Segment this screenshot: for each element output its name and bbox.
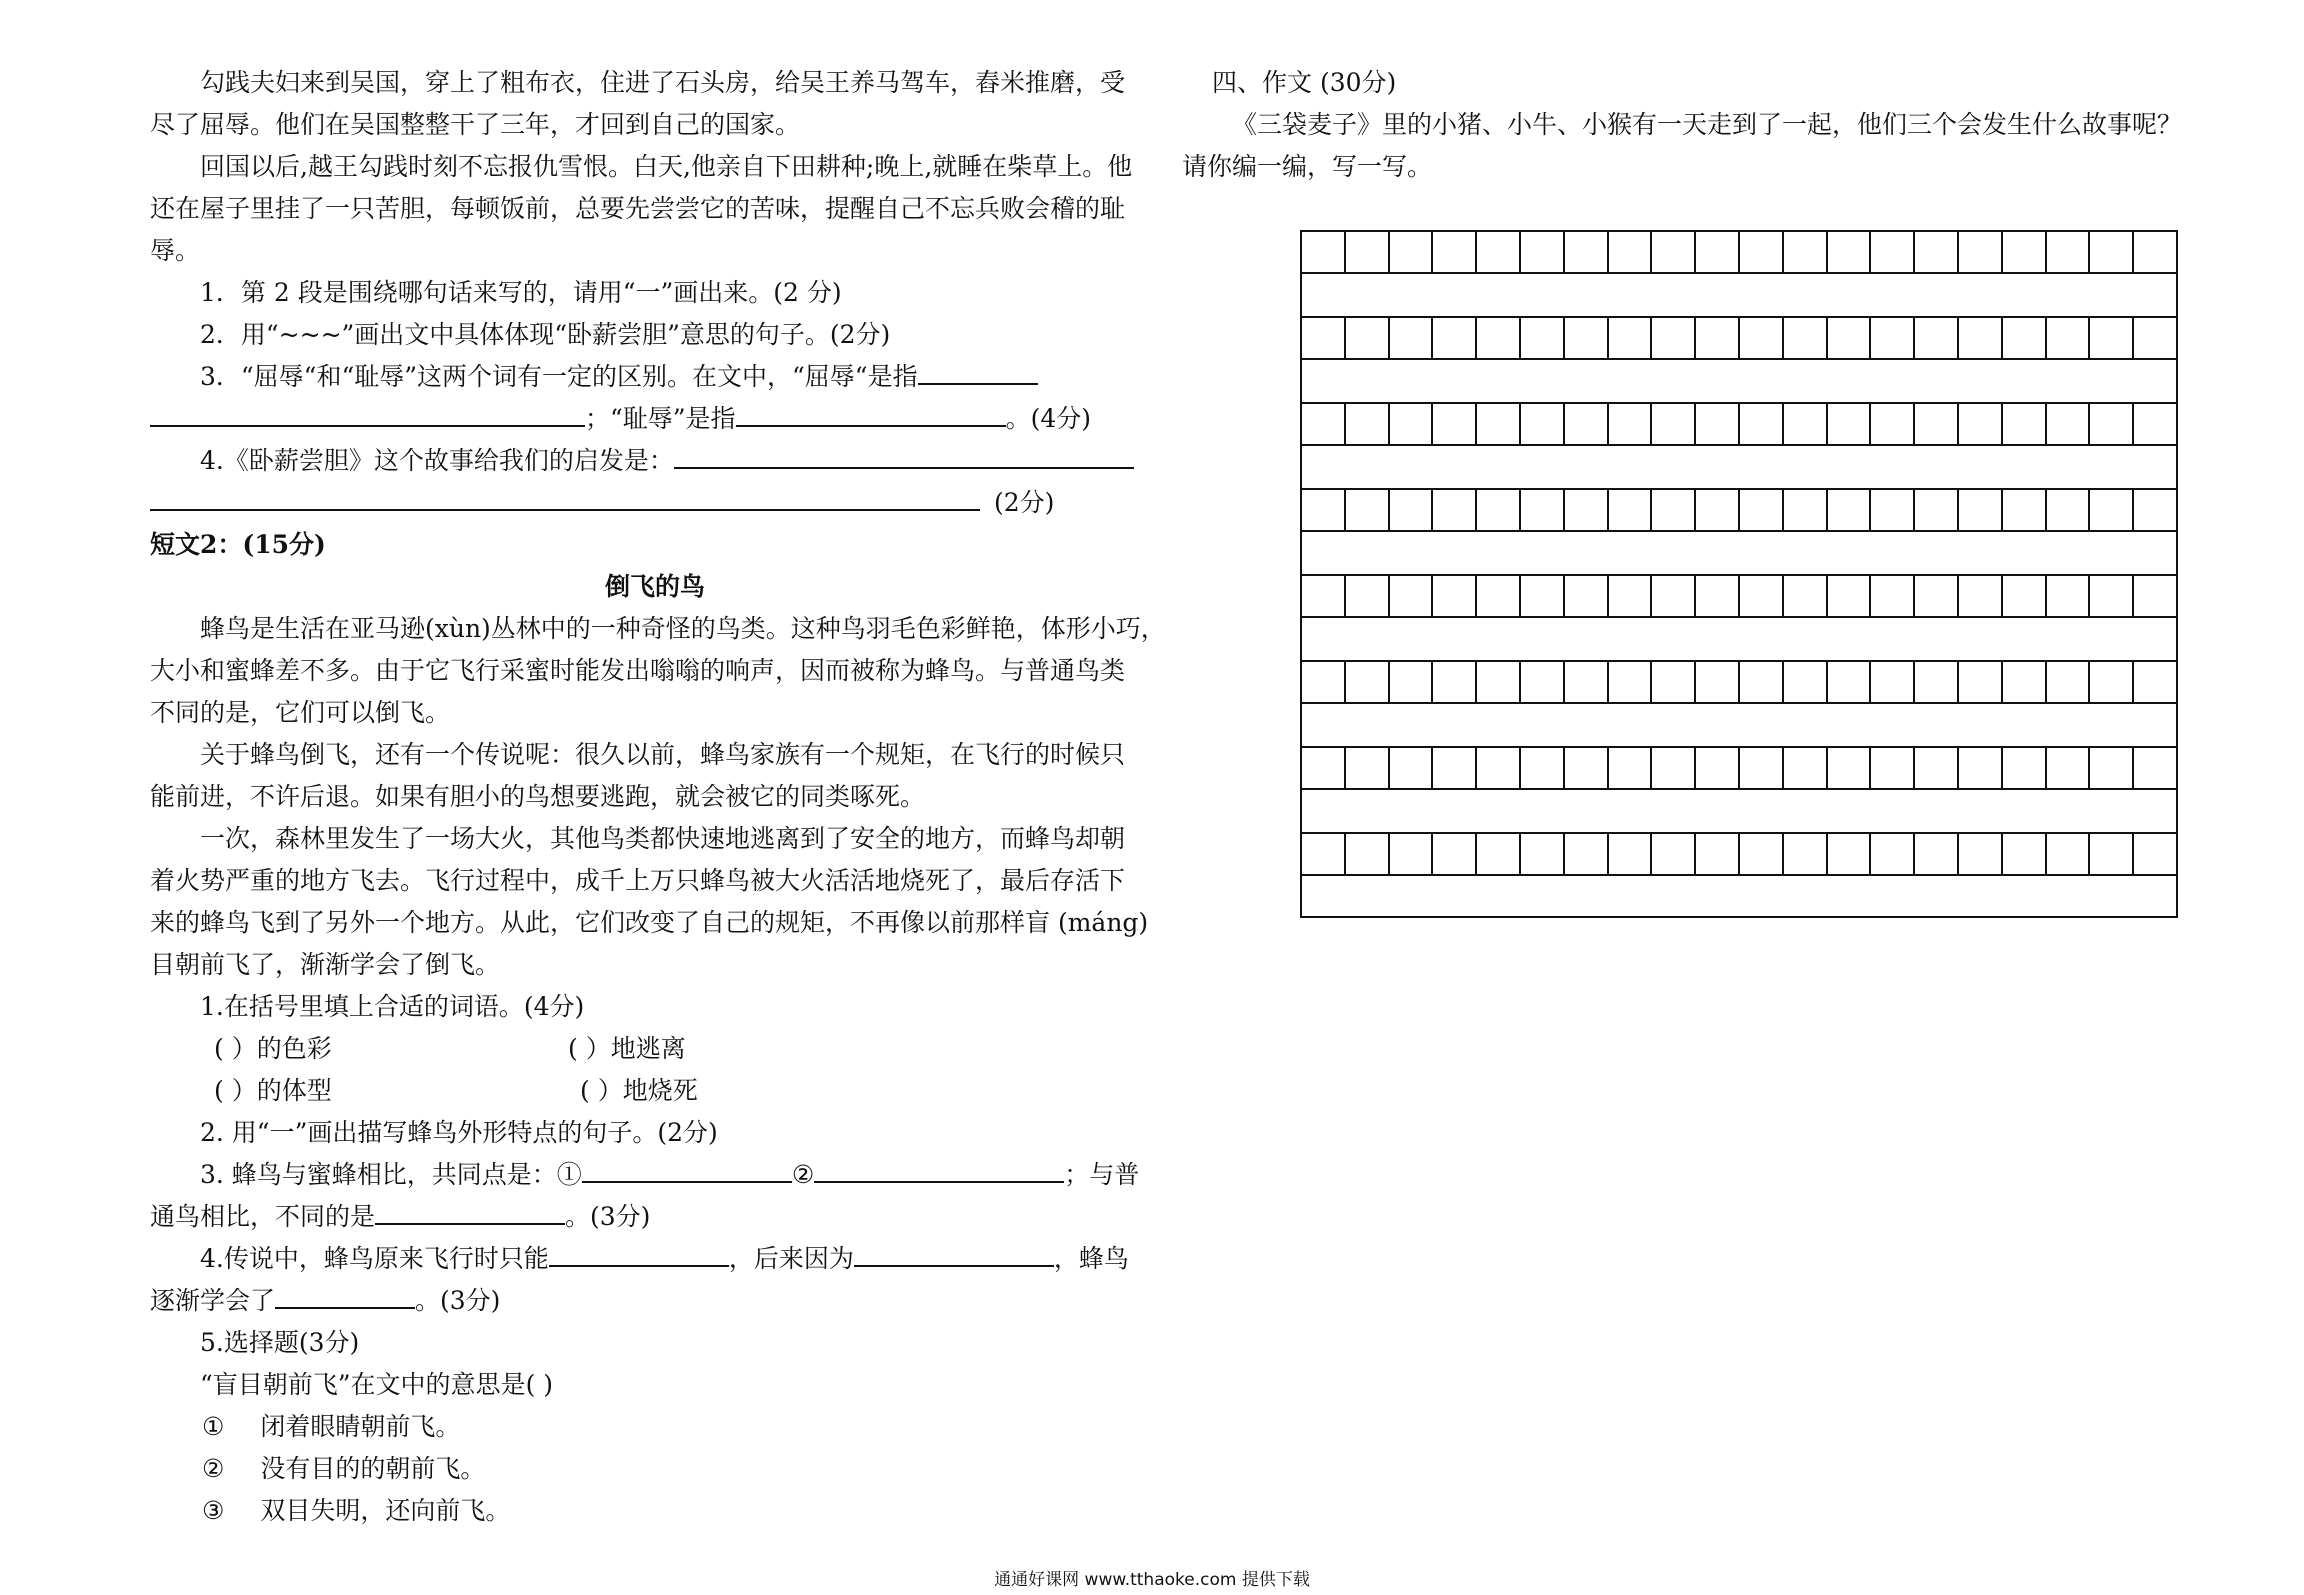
grid-cell[interactable] (1959, 404, 2003, 444)
grid-cell[interactable] (1696, 748, 1740, 788)
grid-cell[interactable] (1959, 232, 2003, 272)
passage1-para2-line3: 辱。 (150, 236, 201, 265)
grid-cell[interactable] (1390, 404, 1434, 444)
answer-blank[interactable] (736, 399, 1006, 427)
grid-character-row (1300, 660, 2178, 702)
grid-cell[interactable] (1652, 232, 1696, 272)
grid-cell[interactable] (1302, 318, 1346, 358)
grid-cell[interactable] (1652, 490, 1696, 530)
grid-cell[interactable] (1740, 490, 1784, 530)
grid-cell[interactable] (2090, 490, 2134, 530)
grid-cell[interactable] (2047, 748, 2091, 788)
grid-cell[interactable] (2134, 404, 2176, 444)
option-3[interactable] (150, 1490, 1160, 1532)
grid-cell[interactable] (1346, 576, 1390, 616)
grid-cell[interactable] (2003, 576, 2047, 616)
grid-cell[interactable] (1609, 404, 1653, 444)
option-1[interactable] (150, 1406, 1160, 1448)
grid-spacer-row (1300, 444, 2178, 488)
grid-cell[interactable] (2090, 404, 2134, 444)
grid-cell[interactable] (2047, 232, 2091, 272)
grid-cell[interactable] (1652, 748, 1696, 788)
passage1-para2-line1: 回国以后,越王勾践时刻不忘报仇雪恨。白天,他亲自下田耕种;晚上,就睡在柴草上。他 (200, 152, 1133, 181)
question-3-text: 3. 蜂鸟与蜜蜂相比，共同点是：① (200, 1160, 582, 1189)
grid-cell[interactable] (1871, 404, 1915, 444)
passage1-para1-line2: 尽了屈辱。他们在吴国整整干了三年，才回到自己的国家。 (150, 110, 801, 139)
grid-cell[interactable] (1433, 576, 1477, 616)
composition-heading: 四、作文 (30分) (1212, 68, 1397, 97)
grid-cell[interactable] (2134, 662, 2176, 702)
grid-cell[interactable] (1959, 318, 2003, 358)
passage2-question-4-cont (150, 1280, 1160, 1322)
grid-character-row (1300, 832, 2178, 874)
grid-cell[interactable] (2003, 404, 2047, 444)
question-3-text: 3．“屈辱“和“耻辱”这两个词有一定的区别。在文中，“屈辱“是指 (200, 362, 918, 391)
grid-cell[interactable] (1346, 748, 1390, 788)
answer-blank[interactable] (150, 483, 980, 511)
grid-cell[interactable] (2003, 232, 2047, 272)
grid-cell[interactable] (1565, 490, 1609, 530)
grid-cell[interactable] (1565, 834, 1609, 874)
composition-grid[interactable] (1300, 230, 2178, 918)
grid-cell[interactable] (1871, 318, 1915, 358)
grid-cell[interactable] (1696, 318, 1740, 358)
grid-cell[interactable] (1828, 576, 1872, 616)
grid-cell[interactable] (1652, 576, 1696, 616)
grid-cell[interactable] (1959, 576, 2003, 616)
grid-cell[interactable] (1433, 404, 1477, 444)
grid-cell[interactable] (1609, 318, 1653, 358)
grid-cell[interactable] (1871, 662, 1915, 702)
option-3-text: 双目失明，还向前飞。 (260, 1496, 511, 1525)
grid-cell[interactable] (1433, 318, 1477, 358)
grid-cell[interactable] (1302, 576, 1346, 616)
question-4-text-b: ，后来因为 (728, 1244, 854, 1273)
passage1-question-2: 2．用“~~~”画出文中具体体现“卧薪尝胆”意思的句子。(2分) (200, 320, 891, 349)
grid-cell[interactable] (1390, 834, 1434, 874)
option-1-text: 闭着眼睛朝前飞。 (260, 1412, 461, 1441)
grid-cell[interactable] (1390, 576, 1434, 616)
grid-cell[interactable] (1871, 576, 1915, 616)
grid-cell[interactable] (1477, 232, 1521, 272)
grid-spacer-row (1300, 788, 2178, 832)
grid-cell[interactable] (1828, 404, 1872, 444)
grid-cell[interactable] (1915, 490, 1959, 530)
passage2-p1-line2: 大小和蜜蜂差不多。由于它飞行采蜜时能发出嗡嗡的响声，因而被称为蜂鸟。与普通鸟类 (150, 656, 1126, 685)
grid-cell[interactable] (1477, 834, 1521, 874)
answer-blank[interactable] (150, 399, 585, 427)
grid-cell[interactable] (1871, 232, 1915, 272)
question-4-text-c: ，蜂鸟 (1053, 1244, 1129, 1273)
grid-cell[interactable] (1740, 834, 1784, 874)
fill-row-1 (150, 1028, 1160, 1070)
grid-cell[interactable] (1740, 318, 1784, 358)
grid-cell[interactable] (2134, 232, 2176, 272)
grid-character-row (1300, 488, 2178, 530)
grid-cell[interactable] (1521, 404, 1565, 444)
grid-cell[interactable] (1609, 490, 1653, 530)
grid-cell[interactable] (1915, 318, 1959, 358)
fill-item-shape[interactable]: ( ）的体型 (214, 1076, 332, 1105)
grid-cell[interactable] (1915, 748, 1959, 788)
question-4-text: 4.传说中，蜂鸟原来飞行时只能 (200, 1244, 549, 1273)
grid-character-row (1300, 402, 2178, 444)
grid-cell[interactable] (1433, 490, 1477, 530)
grid-cell[interactable] (1915, 404, 1959, 444)
grid-cell[interactable] (1346, 232, 1390, 272)
grid-cell[interactable] (2090, 834, 2134, 874)
grid-cell[interactable] (1696, 576, 1740, 616)
grid-cell[interactable] (1609, 576, 1653, 616)
passage1-question-3 (150, 356, 1160, 398)
grid-character-row (1300, 316, 2178, 358)
grid-cell[interactable] (1346, 834, 1390, 874)
question-3-score: 。(4分) (1005, 404, 1091, 433)
grid-spacer-row (1300, 616, 2178, 660)
grid-cell[interactable] (2134, 834, 2176, 874)
grid-cell[interactable] (1784, 576, 1828, 616)
grid-cell[interactable] (1346, 318, 1390, 358)
grid-cell[interactable] (1477, 404, 1521, 444)
grid-cell[interactable] (1871, 490, 1915, 530)
grid-spacer-row (1300, 272, 2178, 316)
grid-cell[interactable] (1959, 748, 2003, 788)
footer-credit: 通通好课网 www.tthaoke.com 提供下载 (994, 1570, 1310, 1590)
grid-cell[interactable] (1915, 232, 1959, 272)
option-1-number: ① (202, 1412, 225, 1441)
passage2-question-3 (150, 1154, 1160, 1196)
fill-item-escape[interactable]: ( ）地逃离 (568, 1034, 686, 1063)
question-4-score: (2分) (994, 488, 1055, 517)
grid-cell[interactable] (1740, 662, 1784, 702)
grid-cell[interactable] (1652, 318, 1696, 358)
answer-blank[interactable] (549, 1239, 729, 1267)
grid-cell[interactable] (1390, 748, 1434, 788)
passage2-p2-line1: 关于蜂鸟倒飞，还有一个传说呢：很久以前，蜂鸟家族有一个规矩，在飞行的时候只 (200, 740, 1126, 769)
grid-cell[interactable] (1784, 748, 1828, 788)
passage2-p1-line1: 蜂鸟是生活在亚马逊(xùn)丛林中的一种奇怪的鸟类。这种鸟羽毛色彩鲜艳，体形小巧， (200, 614, 1166, 643)
grid-cell[interactable] (2047, 576, 2091, 616)
passage2-p2-line2: 能前进，不许后退。如果有胆小的鸟想要逃跑，就会被它的同类啄死。 (150, 782, 926, 811)
passage2-question-5: 5.选择题(3分) (200, 1328, 360, 1357)
passage1-para2-line2: 还在屋子里挂了一只苦胆，每顿饭前，总要先尝尝它的苦味，提醒自己不忘兵败会稽的耻 (150, 194, 1126, 223)
grid-cell[interactable] (1828, 834, 1872, 874)
option-2-text: 没有目的的朝前飞。 (260, 1454, 486, 1483)
grid-cell[interactable] (2003, 662, 2047, 702)
grid-cell[interactable] (1433, 748, 1477, 788)
grid-cell[interactable] (1784, 232, 1828, 272)
grid-cell[interactable] (1433, 232, 1477, 272)
grid-cell[interactable] (1477, 662, 1521, 702)
grid-cell[interactable] (1390, 490, 1434, 530)
grid-cell[interactable] (1477, 318, 1521, 358)
grid-cell[interactable] (1302, 490, 1346, 530)
question-3-text-c: ；与普 (1064, 1160, 1140, 1189)
answer-blank[interactable] (918, 357, 1038, 385)
grid-cell[interactable] (2134, 490, 2176, 530)
grid-cell[interactable] (1915, 662, 1959, 702)
grid-cell[interactable] (1696, 404, 1740, 444)
composition-prompt-line1: 《三袋麦子》里的小猪、小牛、小猴有一天走到了一起，他们三个会发生什么故事呢？ (1232, 110, 2183, 139)
grid-cell[interactable] (1521, 318, 1565, 358)
grid-cell[interactable] (1521, 834, 1565, 874)
grid-cell[interactable] (1302, 748, 1346, 788)
grid-cell[interactable] (2003, 834, 2047, 874)
grid-cell[interactable] (1302, 834, 1346, 874)
grid-cell[interactable] (1740, 404, 1784, 444)
grid-cell[interactable] (1565, 662, 1609, 702)
grid-cell[interactable] (1521, 490, 1565, 530)
grid-cell[interactable] (1959, 662, 2003, 702)
grid-cell[interactable] (1390, 318, 1434, 358)
passage1-question-4 (150, 440, 1160, 482)
passage2-p3-line3: 来的蜂鸟飞到了另外一个地方。从此，它们改变了自己的规矩，不再像以前那样盲 (máng) (150, 908, 1149, 937)
grid-cell[interactable] (1652, 404, 1696, 444)
grid-cell[interactable] (1565, 404, 1609, 444)
grid-spacer-row (1300, 874, 2178, 918)
grid-cell[interactable] (1915, 834, 1959, 874)
grid-cell[interactable] (1302, 232, 1346, 272)
passage2-p3-line4: 目朝前飞了，渐渐学会了倒飞。 (150, 950, 501, 979)
grid-cell[interactable] (1828, 318, 1872, 358)
passage1-question-4-cont (150, 482, 1160, 524)
grid-cell[interactable] (2090, 748, 2134, 788)
grid-cell[interactable] (1740, 232, 1784, 272)
grid-character-row (1300, 574, 2178, 616)
grid-cell[interactable] (1609, 748, 1653, 788)
grid-cell[interactable] (2003, 490, 2047, 530)
grid-cell[interactable] (2090, 318, 2134, 358)
grid-cell[interactable] (1565, 576, 1609, 616)
passage2-title: 倒飞的鸟 (604, 572, 705, 601)
answer-blank[interactable] (854, 1239, 1054, 1267)
option-3-number: ③ (202, 1496, 225, 1525)
grid-cell[interactable] (2090, 232, 2134, 272)
grid-character-row (1300, 230, 2178, 272)
grid-spacer-row (1300, 358, 2178, 402)
right-column (1182, 62, 2183, 188)
grid-cell[interactable] (1565, 748, 1609, 788)
passage2-p3-line1: 一次，森林里发生了一场大火，其他鸟类都快速地逃离到了安全的地方，而蜂鸟却朝 (200, 824, 1126, 853)
grid-cell[interactable] (1346, 490, 1390, 530)
grid-cell[interactable] (1740, 576, 1784, 616)
grid-cell[interactable] (2003, 318, 2047, 358)
grid-spacer-row (1300, 702, 2178, 746)
grid-cell[interactable] (1784, 318, 1828, 358)
option-2-number: ② (202, 1454, 225, 1483)
grid-cell[interactable] (1828, 490, 1872, 530)
answer-blank[interactable] (275, 1281, 415, 1309)
question-3-text-b: ；“耻辱”是指 (585, 404, 736, 433)
grid-cell[interactable] (1521, 748, 1565, 788)
grid-cell[interactable] (1609, 834, 1653, 874)
grid-cell[interactable] (1959, 834, 2003, 874)
grid-cell[interactable] (1784, 834, 1828, 874)
question-3-mark-2: ② (791, 1160, 815, 1189)
grid-cell[interactable] (2090, 662, 2134, 702)
fill-item-burned[interactable]: ( ）地烧死 (580, 1076, 698, 1105)
grid-cell[interactable] (1609, 232, 1653, 272)
grid-cell[interactable] (1433, 662, 1477, 702)
grid-character-row (1300, 746, 2178, 788)
passage2-question-1: 1.在括号里填上合适的词语。(4分) (200, 992, 585, 1021)
passage2-heading: 短文2：(15分) (150, 530, 326, 559)
grid-cell[interactable] (1565, 318, 1609, 358)
passage1-para1-line1: 勾践夫妇来到吴国，穿上了粗布衣，住进了石头房，给吴王养马驾车，舂米推磨，受 (200, 68, 1126, 97)
passage2-question-4 (150, 1238, 1160, 1280)
passage2-question-5-stem: “盲目朝前飞”在文中的意思是( ) (200, 1370, 554, 1399)
grid-cell[interactable] (1521, 576, 1565, 616)
grid-cell[interactable] (1652, 662, 1696, 702)
grid-cell[interactable] (1477, 490, 1521, 530)
grid-cell[interactable] (1609, 662, 1653, 702)
passage1-question-3-cont (150, 398, 1160, 440)
grid-cell[interactable] (1477, 576, 1521, 616)
grid-cell[interactable] (1433, 834, 1477, 874)
grid-cell[interactable] (2090, 576, 2134, 616)
grid-cell[interactable] (1740, 748, 1784, 788)
passage2-p3-line2: 着火势严重的地方飞去。飞行过程中，成千上万只蜂鸟被大火活活地烧死了，最后存活下 (150, 866, 1126, 895)
grid-cell[interactable] (2134, 576, 2176, 616)
grid-cell[interactable] (1915, 576, 1959, 616)
grid-cell[interactable] (1302, 662, 1346, 702)
grid-cell[interactable] (1302, 404, 1346, 444)
grid-cell[interactable] (1346, 404, 1390, 444)
grid-cell[interactable] (1696, 232, 1740, 272)
grid-cell[interactable] (1696, 662, 1740, 702)
grid-cell[interactable] (1784, 490, 1828, 530)
answer-blank[interactable] (814, 1155, 1064, 1183)
answer-blank[interactable] (375, 1197, 565, 1225)
grid-cell[interactable] (1565, 232, 1609, 272)
composition-prompt-line2: 请你编一编，写一写。 (1182, 152, 1433, 181)
grid-cell[interactable] (1477, 748, 1521, 788)
question-3-text-d: 通鸟相比，不同的是 (150, 1202, 376, 1231)
grid-spacer-row (1300, 530, 2178, 574)
grid-cell[interactable] (1871, 748, 1915, 788)
question-4-text: 4.《卧薪尝胆》这个故事给我们的启发是： (200, 446, 674, 475)
grid-cell[interactable] (1521, 232, 1565, 272)
grid-cell[interactable] (1696, 490, 1740, 530)
grid-cell[interactable] (2047, 834, 2091, 874)
grid-cell[interactable] (2047, 662, 2091, 702)
question-3-score: 。(3分) (565, 1202, 651, 1231)
grid-cell[interactable] (1784, 662, 1828, 702)
grid-cell[interactable] (1959, 490, 2003, 530)
grid-cell[interactable] (1390, 662, 1434, 702)
passage1-question-1: 1．第 2 段是围绕哪句话来写的，请用“一”画出来。(2 分) (200, 278, 842, 307)
grid-cell[interactable] (1871, 834, 1915, 874)
left-column (150, 62, 1166, 1532)
passage2-question-3-cont (150, 1196, 1160, 1238)
question-4-text-d: 逐渐学会了 (150, 1286, 276, 1315)
grid-cell[interactable] (2003, 748, 2047, 788)
fill-row-2 (150, 1070, 1160, 1112)
grid-cell[interactable] (1346, 662, 1390, 702)
passage2-question-2: 2. 用“一”画出描写蜂鸟外形特点的句子。(2分) (200, 1118, 718, 1147)
grid-cell[interactable] (1696, 834, 1740, 874)
question-4-score: 。(3分) (415, 1286, 501, 1315)
grid-cell[interactable] (2047, 490, 2091, 530)
answer-blank[interactable] (582, 1155, 792, 1183)
grid-cell[interactable] (1828, 748, 1872, 788)
grid-cell[interactable] (2047, 318, 2091, 358)
grid-cell[interactable] (1390, 232, 1434, 272)
grid-cell[interactable] (1784, 404, 1828, 444)
fill-item-colors[interactable]: ( ）的色彩 (214, 1034, 332, 1063)
option-2[interactable] (150, 1448, 1160, 1490)
grid-cell[interactable] (1652, 834, 1696, 874)
grid-cell[interactable] (1828, 662, 1872, 702)
answer-blank[interactable] (674, 441, 1134, 469)
grid-cell[interactable] (2134, 748, 2176, 788)
grid-cell[interactable] (1521, 662, 1565, 702)
grid-cell[interactable] (2134, 318, 2176, 358)
passage2-p1-line3: 不同的是，它们可以倒飞。 (150, 698, 451, 727)
grid-cell[interactable] (2047, 404, 2091, 444)
grid-cell[interactable] (1828, 232, 1872, 272)
